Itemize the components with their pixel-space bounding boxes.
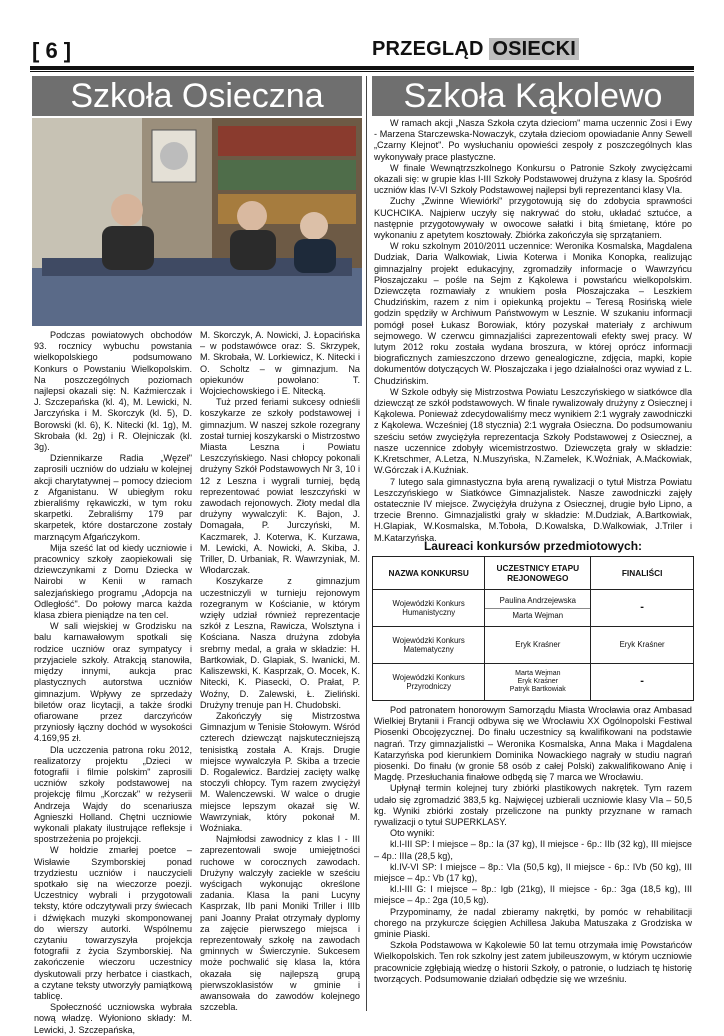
participant-name: Patryk Bartkowiak	[509, 686, 566, 694]
table-header: NAZWA KONKURSU	[373, 557, 485, 590]
paragraph: Koszykarze z gimnazjum uczestniczyli w turnieju rejonowym rozegranym w Kościanie, w którym wzięły udział również reprezentacje szkół z Leszna, Rawicza, Wolsztyna i Kościana. Nasza drużyna zdobyła srebrny medal, a grała w składzie: H. Bartkowiak, D. Glapiak, S. Iwanicki, M. Kaliszewski, K. Kasprzak, O. Mocek, K. Nitecki, K. Piasecki, O. Prałat, P. Woźny, D. Zalewski, Ł. Zieliński. Drużyny trenuje pan H. Chudobski.	[200, 576, 360, 710]
publication-title-part2: OSIECKI	[489, 38, 579, 60]
laureates-title: Laureaci konkursów przedmiotowych:	[423, 539, 643, 553]
table-header-row	[373, 557, 694, 590]
students-photo	[32, 118, 362, 326]
regional-participants	[485, 590, 591, 627]
header-rule-thin	[30, 71, 694, 72]
page-number: [ 6 ]	[32, 38, 72, 63]
contest-name: Wojewódzki Konkurs Matematyczny	[373, 627, 485, 664]
paragraph: Upłynął termin kolejnej tury zbiórki plastikowych nakrętek. Tym razem udało się zgromadzić 383,5 kg. Najwięcej uzbierali uczniowie klasy VIa – 50,5 kg. Wyniki zbiórki zostały przeliczone na punkty przyznane w ramach rywalizacji o tytuł SUPERKLASY.	[374, 783, 692, 828]
article-column-3-continued	[374, 705, 692, 1020]
students-photo-image	[32, 118, 362, 326]
article-column-1	[34, 330, 192, 1035]
paragraph: W ramach akcji „Nasza Szkoła czyta dzieciom" mama uczennic Zosi i Ewy - Marzena Starczewska-Nowaczyk, czytała dzieciom opowiadanie Anny Sewell „Czarny Klejnot". Po wysłuchaniu opowieści zespoły z poszczególnych klas wykonywały prace plastyczne.	[374, 118, 692, 162]
paragraph: Dziennikarze Radia „Węzeł" zaprosili uczniów do udziału w kolejnej akcji charytatywnej – pomocy dzieciom z Afganistanu. W ubiegłym roku zbieraliśmy rękawiczki, w tym roku skarpetki. Zebraliśmy 179 par skarpetek, które dostarczone zostały marznącym Afgańczykom.	[34, 453, 192, 542]
paragraph: Szkoła Podstawowa w Kąkolewie 50 lat temu otrzymała imię Powstańców Wielkopolskich. Ten rok szkolny jest zatem jubileuszowym, w którym uczniowie pracownicie zgłębiają wiedzę o historii Szkoły, o patronie, o ludziach tę historię tworzących. Podsumowanie działań odbędzie się we wrześniu.	[374, 940, 692, 984]
section-title-kakolewo: Szkoła Kąkolewo	[372, 76, 694, 116]
paragraph: W finale Wewnątrzszkolnego Konkursu o Patronie Szkoły zwyciężcami okazali się: w grupie klas I-III Szkoły Podstawowej drużyna z klasy Ia. Spośród uczniów klas IV-VI Szkoły Podstawowej najlepsi byli reprezentanci klasy VIa.	[374, 162, 692, 196]
column-divider	[366, 76, 367, 1011]
paragraph: kl.IV-VI SP: I miejsce – 8p.: VIa (50,5 kg), II miejsce - 6p.: IVb (50 kg), III miejsce – 4p.: Vb (17 kg),	[374, 861, 692, 884]
laureates-table	[372, 556, 694, 701]
table-row	[373, 664, 694, 701]
paragraph: Pod patronatem honorowym Samorządu Miasta Wrocławia oraz Ambasad Wielkiej Brytanii i Francji odbywa się we Wrocławiu XX Ogólnopolski Festiwal Piosenki Obcojęzycznej. Do finału uczestnicy są kwalifikowani na podstawie nagrań. Trzy gimnazjalistki – Weronika Kosmalska, Anna Maka i Magdalena Katarzyńska pod kierunkiem Dominika Nowackiego nagrały w studiu nagrań piosenki. Do finału (w gronie 58 osób z całej Polski) zakwalifikowano Anię i Magdę. Przesłuchania finałowe odbędą się 7 marca we Wrocławiu.	[374, 705, 692, 783]
table-header: UCZESTNICY ETAPU REJONOWEGO	[485, 557, 591, 590]
paragraph: Podczas powiatowych obchodów 93. rocznicy wybuchu powstania wielkopolskiego podsumowano Konkurs o Powstaniu Wielkopolskim. Na poszczególnych poziomach najlepsi okazali się: N. Kaźmierczak i J. Szczepańska (kl. 4), M. Lewicki, N. Jarczyńska i M. Skorczyk (kl. 5), D. Borowski (kl. 6), K. Nitecki (kl. 1g), M. Skrobała (kl. 2g) i R. Olejniczak (kl. 3g).	[34, 330, 192, 453]
paragraph: Dla uczczenia patrona roku 2012, realizatorzy projektu „Dzieci w fotografii i filmie polskim" zaprosili uczniów szkoły podstawowej na projekcję filmu „Korczak" w reżyserii Andrzeja Wajdy do scenariusza Agnieszki Holland. Chętni uczniowie wykonali plakaty ilustrujące refleksje i spostrzeżenia po projekcji.	[34, 744, 192, 845]
paragraph: M. Skorczyk, A. Nowicki, J. Łopacińska – w podstawówce oraz: S. Skrzypek, M. Skrobała, W. Lorkiewicz, K. Nitecki i O. Scholtz – w gimnazjum. Na opiekunów powołano: T. Wojciechowskiego i E. Nitecką.	[200, 330, 360, 397]
finalists: -	[591, 590, 694, 627]
paragraph: Przypominamy, że nadal zbieramy nakrętki, by pomóc w rehabilitacji chorego na przykurcze ścięgien Achillesa Jakuba Matuszaka z Grodziska w gminie Piaski.	[374, 906, 692, 940]
table-header: FINALIŚCI	[591, 557, 694, 590]
paragraph: Zakończyły się Mistrzostwa Gimnazjum w Tenisie Stołowym. Wśród czterech dziewcząt najskuteczniejszą tenisistką została A. Krajs. Drugie miejsce wywalczyła P. Skiba a trzecie D. Rogalewicz. Bardziej zacięty walkę stoczyli chłopcy. Tym razem zwyciężył M. Walenczewski. W walce o drugie miejsce lepszym okazał się W. Wawrzyniak, który pokonał M. Woźniaka.	[200, 710, 360, 833]
article-column-2	[200, 330, 360, 1020]
article-column-3	[374, 118, 692, 543]
participant-name: Marta Wejman	[485, 608, 590, 620]
contest-name: Wojewódzki Konkurs Przyrodniczy	[373, 664, 485, 701]
section-title-osieczna: Szkoła Osieczna	[32, 76, 362, 116]
paragraph: W Szkole odbyły się Mistrzostwa Powiatu Leszczyńskiego w siatkówce dla dziewcząt ze szkół podstawowych. W finale rywalizowały drużyny z Osiecznej i Kąkolewa. Ponieważ zdecydowaliśmy mecz wynikiem 2:1 wygrały zawodniczki z Kąkolewa. Wcześniej (18 stycznia) 2:1 wygrała Osieczna. Do podsumowaniu sześciu setów zwyciężyła reprezentacja Szkoły Podstawowej z Osiecznej, a nasze uczennice zdobyły wicemistrzostwo. Dziewczęta grały w składzie: K.Kretschmer, A.Letza, N.Muszyńska, N.Zamelek, K.Woźniak, A.Maćkowiak, W.Górczak i A.Kuźniak.	[374, 386, 692, 476]
paragraph: kl.I-III SP: I miejsce – 8p.: Ia (37 kg), II miejsce - 6p.: IIb (32 kg), III miejsce – 4p.: IIIa (28,5 kg),	[374, 839, 692, 861]
paragraph: W hołdzie zmarłej poetce – Wisławie Szymborskiej ponad trzydziestu uczniów i nauczycieli spotkało się na wieczorze poezji. Uczestnicy wybrali i przygotowali teksty, które odczytywali przy świecach i dźwiękach muzyki skomponowanej do wierszy autorki. Wspólnemu czytaniu towarzyszyła projekcja fotografii z życia Szymborskiej. Na zakończenie wieczoru uczestnicy dyskutowali przy herbatce i ciastkach, a czytane teksty utworzyły pamiątkową tablicę.	[34, 845, 192, 1001]
contest-name: Wojewódzki Konkurs Humanistyczny	[373, 590, 485, 627]
table-row	[373, 590, 694, 627]
paragraph: 7 lutego sala gimnastyczna była areną rywalizacji o tytuł Mistrza Powiatu Leszczyńskiego w Siatkówce Gimnazjalistek. Nasze zawodniczki zajęły ostatecznie IV miejsce. Zwyciężyła drużyna z Osiecznej, drugie było Lipno, a trzecie Brenno. Gimnazjalistki grały w składzie: M.Dudziak, A.Bartkowiak, H.Glapiak, W.Kosmalska, M.Toboła, D.Kowalska, D.Walkowiak, J.Triler i M.Katarzyńska.	[374, 476, 692, 543]
publication-title-part1: PRZEGLĄD	[372, 38, 484, 60]
paragraph: Zuchy „Zwinne Wiewiórki" przygotowują się do zdobycia sprawności KUCHCIKA. Najpierw uczyły się nakrywać do stołu, układać sztućce, a następnie przygotowywały w owocowe sałatki i bitą śmietanę, które po wykonaniu z apetytem kosztowały. Zbiórka zakończyła się sprzątaniem.	[374, 196, 692, 241]
finalists: Eryk Kraśner	[591, 627, 694, 664]
paragraph: W sali wiejskiej w Grodzisku na balu karnawałowym spotkali się rodzice uczniów oraz sympatycy i przyjaciele szkoły. Atrakcją stanowiła, między innymi, aukcja prac plastycznych autorstwa uczniów gimnazjum. Wpływy ze sprzedaży biletów oraz licytacji, a także środki ofiarowane przez darczyńców przyniosły łączny dochód w wysokości 4.169,95 zł.	[34, 621, 192, 744]
table-row	[373, 627, 694, 664]
participant-name: Eryk Kraśner	[517, 677, 559, 685]
participant-name: Paulina Andrzejewska	[499, 596, 576, 606]
participant-name: Marta Wejman	[515, 669, 561, 677]
paragraph: Mija sześć lat od kiedy uczniowie i pracownicy szkoły zaopiekowali się dziewczynkami z Domu Dziecka w Nairobi w Kenii w ramach salezjańskiego programu „Adopcja na Odległość". Do połowy marca każda klasa zbiera pieniądze na ten cel.	[34, 542, 192, 621]
paragraph: kl.I-III G: I miejsce – 8p.: Igb (21kg), II miejsce - 6p.: 3ga (18,5 kg), III miejsce – 4p.: 2ga (10,5 kg).	[374, 884, 692, 906]
paragraph: Tuż przed feriami sukcesy odnieśli koszykarze ze szkoły podstawowej i gimnazjum. W naszej szkole rozegrany został turniej koszykarski o Mistrzostwo Miasta Leszna i Powiatu Leszczyńskiego. Nasi chłopcy pokonali drużyny Szkół Podstawowych Nr 3, 10 i 12 z Leszna i wygrali turniej, będą reprezentować powiat leszczyński w zawodach rejonowych. Złoty medal dla drużyny wywalczyli: K. Bajon, J. Domagała, P. Jurczyński, M. Kaczmarek, J. Koterwa, K. Kurzawa, M. Lewicki, A. Nowicki, A. Skiba, J. Triller, D. Urbaniak, R. Wawrzyniak, M. Włodarczak.	[200, 397, 360, 576]
paragraph: W roku szkolnym 2010/2011 uczennice: Weronika Kosmalska, Magdalena Dudziak, Daria Walkowiak, Liwia Koterwa i Monika Konopka, realizując gimnazjalny projekt edukacyjny, zgromadziły informacje o Wawrzyńcu Płoszajczaku – pośle na Sejm z Kąkolewa i powstańcu wielkopolskim. Dziewczęta rozmawiały z wnukiem posła Płoszajczaka – Leszkiem Chudzińskim, razem z nim i opiekunką projektu – Teresą Rosińską wiele godzin spędziły w Archiwum Państwowym w Lesznie. W szukaniu informacji pomógł poseł Łukasz Borowiak, który pozyskał materiały z archiwum sejmowego. W czerwcu gimnazjaliści zaprezentowali efekty swej pracy. W lutym 2012 roku została wydana broszura, w której oprócz informacji biograficznych zamieszczono drzewo genealogiczne, zdjęcia, mapki, kopie dokumentów dotyczących W. Płoszajczaka i jego działalności oraz wywiad z L. Chudzińskim.	[374, 241, 692, 386]
paragraph: Najmłodsi zawodnicy z klas I - III zaprezentowali swoje umiejętności ruchowe w corocznych zawodach. Drużyny walczyły zaciekle w sześciu wyścigach wykonując określone zadania. Klasa Ia pani Lucyny Kasprzak, IIb pani Moniki Triller i IIIb pani Joanny Prałat otrzymały dyplomy za zajęcie pierwszego miejsca i reprezentowały szkołę na zawodach gminnych w Świerczynie. Sukcesem może pochwalić się klasa Ia, która okazała się najlepszą grupą pierwszoklasistów w gminie i awansowała do zawodów kolejnego szczebla.	[200, 834, 360, 1013]
regional-participants: Eryk Kraśner	[485, 627, 591, 664]
header-rule	[30, 66, 694, 70]
paragraph: Oto wyniki:	[390, 828, 435, 839]
regional-participants	[485, 664, 591, 701]
publication-title	[372, 38, 579, 61]
finalists: -	[591, 664, 694, 701]
paragraph: Społeczność uczniowska wybrała nową władzę. Wyłoniono składy: M. Lewicki, J. Szczepańska,	[34, 1002, 192, 1035]
